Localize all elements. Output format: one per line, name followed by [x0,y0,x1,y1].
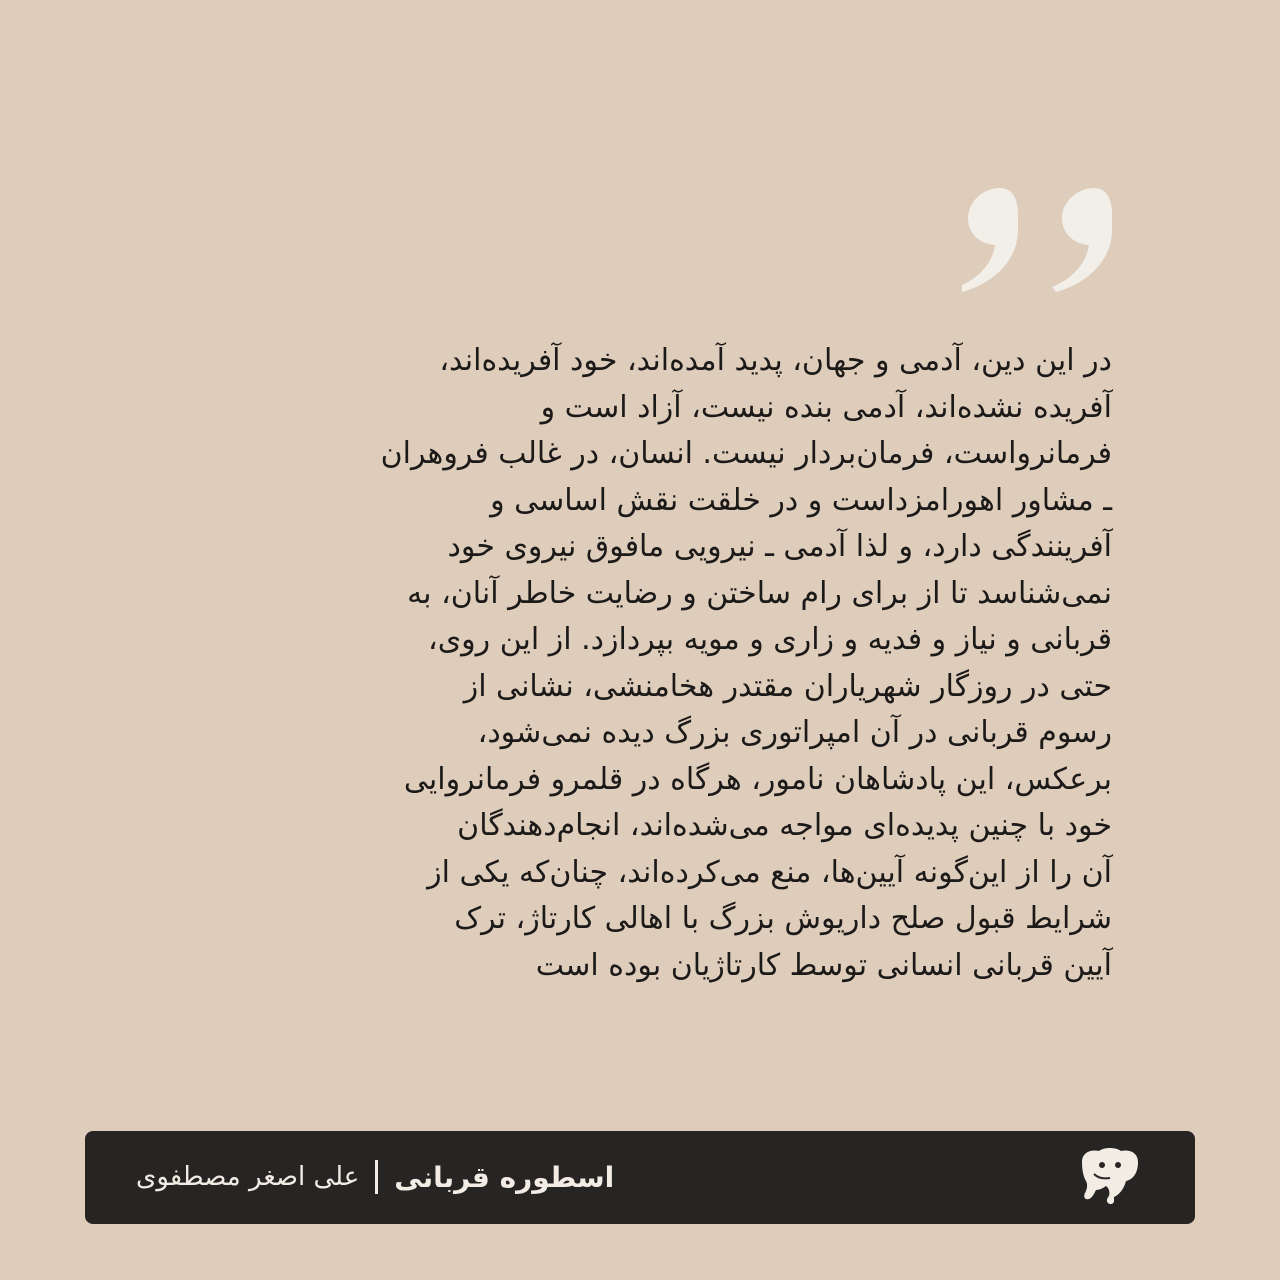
quote-line: ـ مشاور اهورامزداست و در خلقت نقش اساسی و [490,482,1112,518]
elephant-logo-icon [1076,1148,1144,1206]
quote-line: شرایط قبول صلح داریوش بزرگ با اهالی کارتاژ، ترک [454,901,1112,936]
separator [375,1160,378,1194]
quote-line: آیین قربانی انسانی توسط کارتاژیان بوده است [535,947,1112,983]
closing-quote-icon [962,186,1112,296]
quote-line: حتی در روزگار شهریاران مقتدر هخامنشی، نشانی از [463,668,1112,704]
quote-line: قربانی و نیاز و فدیه و زاری و مویه بپردازد. از این روی، [428,622,1112,657]
quote-line: آن را از این‌گونه آیین‌ها، منع می‌کرده‌اند، چنان‌که یکی از [427,854,1112,890]
quote-line: خود با چنین پدیده‌ای مواجه می‌شده‌اند، انجام‌دهندگان [457,808,1112,843]
quote-line: آفرینندگی دارد، و لذا آدمی ـ نیرویی مافوق نیروی خود [447,529,1112,564]
footer-caption [136,1152,614,1202]
quote-line: نمی‌شناسد تا از برای رام ساختن و رضایت خاطر آنان، به [407,575,1112,611]
quote-line: رسوم قربانی در آن امپراتوری بزرگ دیده نمی‌شود، [477,715,1112,750]
book-title: اسطوره قربانی [394,1160,615,1194]
quote-text [150,338,1112,989]
author-name: علی اصغر مصطفوی [136,1162,360,1192]
quote-line: فرمانرواست، فرمان‌بردار نیست. انسان، در غالب فروهران [380,436,1112,471]
quote-line: در این دین، آدمی و جهان، پدید آمده‌اند، خود آفریده‌اند، [439,343,1112,378]
quote-line: برعکس، این پادشاهان نامور، هرگاه در قلمرو فرمانروایی [403,761,1112,797]
quote-line: آفریده نشده‌اند، آدمی بنده نیست، آزاد است و [540,389,1112,425]
